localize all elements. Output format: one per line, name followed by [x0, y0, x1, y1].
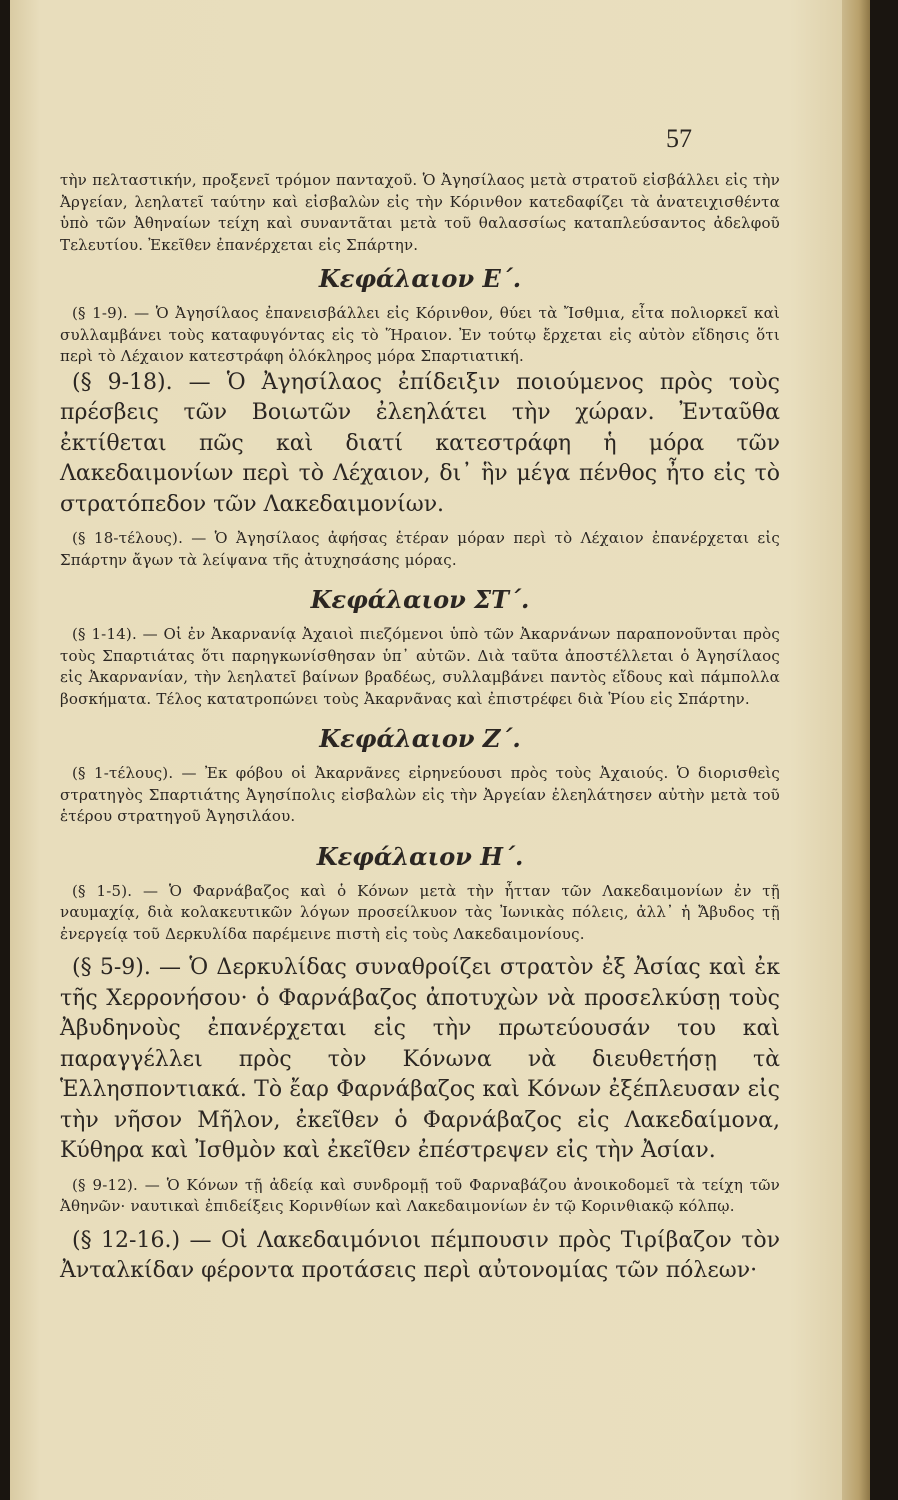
summary-5-18-end: (§ 18-τέλους). — Ὁ Ἀγησίλαος ἀφήσας ἑτέραν μόραν περὶ τὸ Λέχαιον ἐπανέρχεται εἰς Σπάρτην ἄγων τὰ λείψανα τῆς ἀτυχησάσης μόρας. — [60, 529, 780, 569]
page-number: 57 — [666, 124, 692, 153]
chapter-heading-8: Κεφάλαιον Η΄. — [316, 841, 524, 871]
page-binding-edge — [842, 0, 870, 1500]
summary-6-1-14: (§ 1-14). — Οἱ ἐν Ἀκαρνανίᾳ Ἀχαιοὶ πιεζόμενοι ὑπὸ τῶν Ἀκαρνάνων παραπονοῦνται πρὸς τοὺς Σπαρτιάτας ὅτι παρηγκωνίσθησαν ὑπ᾽ αὐτῶν. Διὰ ταῦτα ἀποστέλλεται ὁ Ἀγησίλαος εἰς Ἀκαρνανίαν, τὴν λεηλατεῖ βαίνων βραδέως, συλλαμβάνει παντὸς εἴδους καὶ πάμπολλα βοσκήματα. Τέλος κατατροπώνει τοὺς Ἀκαρνᾶνας καὶ ἐπιστρέφει διὰ Ῥίου εἰς Σπάρτην. — [60, 625, 780, 708]
paragraph-intro: τὴν πελταστικήν, προξενεῖ τρόμον πανταχοῦ. Ὁ Ἀγησίλαος μετὰ στρατοῦ εἰσβάλλει εἰς τὴν Ἀργείαν, λεηλατεῖ ταύτην καὶ εἰσβαλὼν εἰς τὴν Κόρινθον κατεδαφίζει τὰ ἀνατειχισθέντα ὑπὸ τῶν Ἀθηναίων τείχη καὶ συναντᾶται μετὰ τοῦ θαλασσίως καταπλεύσαντος ἀδελφοῦ Τελευτίου. Ἐκεῖθεν ἐπανέρχεται εἰς Σπάρτην. — [60, 171, 780, 254]
chapter-heading-6: Κεφάλαιον ΣΤ΄. — [310, 585, 530, 614]
chapter-heading-5: Κεφάλαιον Ε΄. — [318, 264, 522, 293]
summary-7-1-end: (§ 1-τέλους). — Ἐκ φόβου οἱ Ἀκαρνᾶνες εἰρηνεύουσι πρὸς τοὺς Ἀχαιούς. Ὁ διορισθεὶς στρατηγὸς Σπαρτιάτης Ἀγησίπολις εἰσβαλὼν εἰς τὴν Ἀργείαν ἐλεηλάτησεν αὐτὴν μετὰ τοῦ ἑτέρου στρατηγοῦ Ἀγησιλάου. — [60, 764, 780, 825]
summary-8-5-9: (§ 5-9). — Ὁ Δερκυλίδας συναθροίζει στρατὸν ἐξ Ἀσίας καὶ ἐκ τῆς Χερρονήσου· ὁ Φαρνάβαζος ἀποτυχὼν νὰ προσελκύσῃ τοὺς Ἀβυδηνοὺς ἐπανέρχεται εἰς τὴν πρωτεύουσάν του καὶ παραγγέλλει πρὸς τὸν Κόνωνα νὰ διευθετήσῃ τὰ Ἑλλησποντιακά. Τὸ ἔαρ Φαρνάβαζος καὶ Κόνων ἐξέπλευσαν εἰς τὴν νῆσον Μῆλον, ἐκεῖθεν ὁ Φαρνάβαζος εἰς Λακεδαίμονα, Κύθηρα καὶ Ἰσθμὸν καὶ ἐκεῖθεν ἐπέστρεψεν εἰς τὴν Ἀσίαν. — [60, 955, 780, 1163]
summary-8-9-12: (§ 9-12). — Ὁ Κόνων τῇ ἀδείᾳ καὶ συνδρομῇ τοῦ Φαρναβάζου ἀνοικοδομεῖ τὰ τείχη τῶν Ἀθηνῶν· ναυτικαὶ ἐπιδείξεις Κορινθίων καὶ Λακεδαιμονίων ἐν τῷ Κορινθιακῷ κόλπῳ. — [60, 1175, 780, 1215]
summary-8-1-5: (§ 1-5). — Ὁ Φαρνάβαζος καὶ ὁ Κόνων μετὰ τὴν ἧτταν τῶν Λακεδαιμονίων ἐν τῇ ναυμαχίᾳ, διὰ κολακευτικῶν λόγων προσείλκυον τὰς Ἰωνικὰς πόλεις, ἀλλ᾽ ἡ Ἄβυδος τῇ ἐνεργείᾳ τοῦ Δερκυλίδα παρέμεινε πιστὴ εἰς τοὺς Λακεδαιμονίους. — [60, 881, 780, 943]
page-text — [60, 170, 780, 1287]
summary-5-9-18: (§ 9-18). — Ὁ Ἀγησίλαος ἐπίδειξιν ποιούμενος πρὸς τοὺς πρέσβεις τῶν Βοιωτῶν ἐλεηλάτει τὴν χώραν. Ἐνταῦθα ἐκτίθεται πῶς καὶ διατί κατεστράφη ἡ μόρα τῶν Λακεδαιμονίων περὶ τὸ Λέχαιον, δι᾽ ἣν μέγα πένθος ἦτο εἰς τὸ στρατόπεδον τῶν Λακεδαιμονίων. — [60, 369, 780, 517]
summary-5-1-9: (§ 1-9). — Ὁ Ἀγησίλαος ἐπανεισβάλλει εἰς Κόρινθον, θύει τὰ Ἴσθμια, εἶτα πολιορκεῖ καὶ συλλαμβάνει τοὺς καταφυγόντας εἰς τὸ Ἥραιον. Ἐν τούτῳ ἔρχεται εἰς αὐτὸν εἴδησις ὅτι περὶ τὸ Λέχαιον κατεστράφη ὁλόκληρος μόρα Σπαρτιατική. — [60, 304, 780, 365]
book-page — [10, 0, 870, 1500]
summary-8-12-16: (§ 12-16.) — Οἱ Λακεδαιμόνιοι πέμπουσιν πρὸς Τιρίβαζον τὸν Ἀνταλκίδαν φέροντα προτάσεις περὶ αὐτονομίας τῶν πόλεων· — [60, 1227, 780, 1283]
chapter-heading-7: Κεφάλαιον Ζ΄. — [319, 724, 521, 753]
